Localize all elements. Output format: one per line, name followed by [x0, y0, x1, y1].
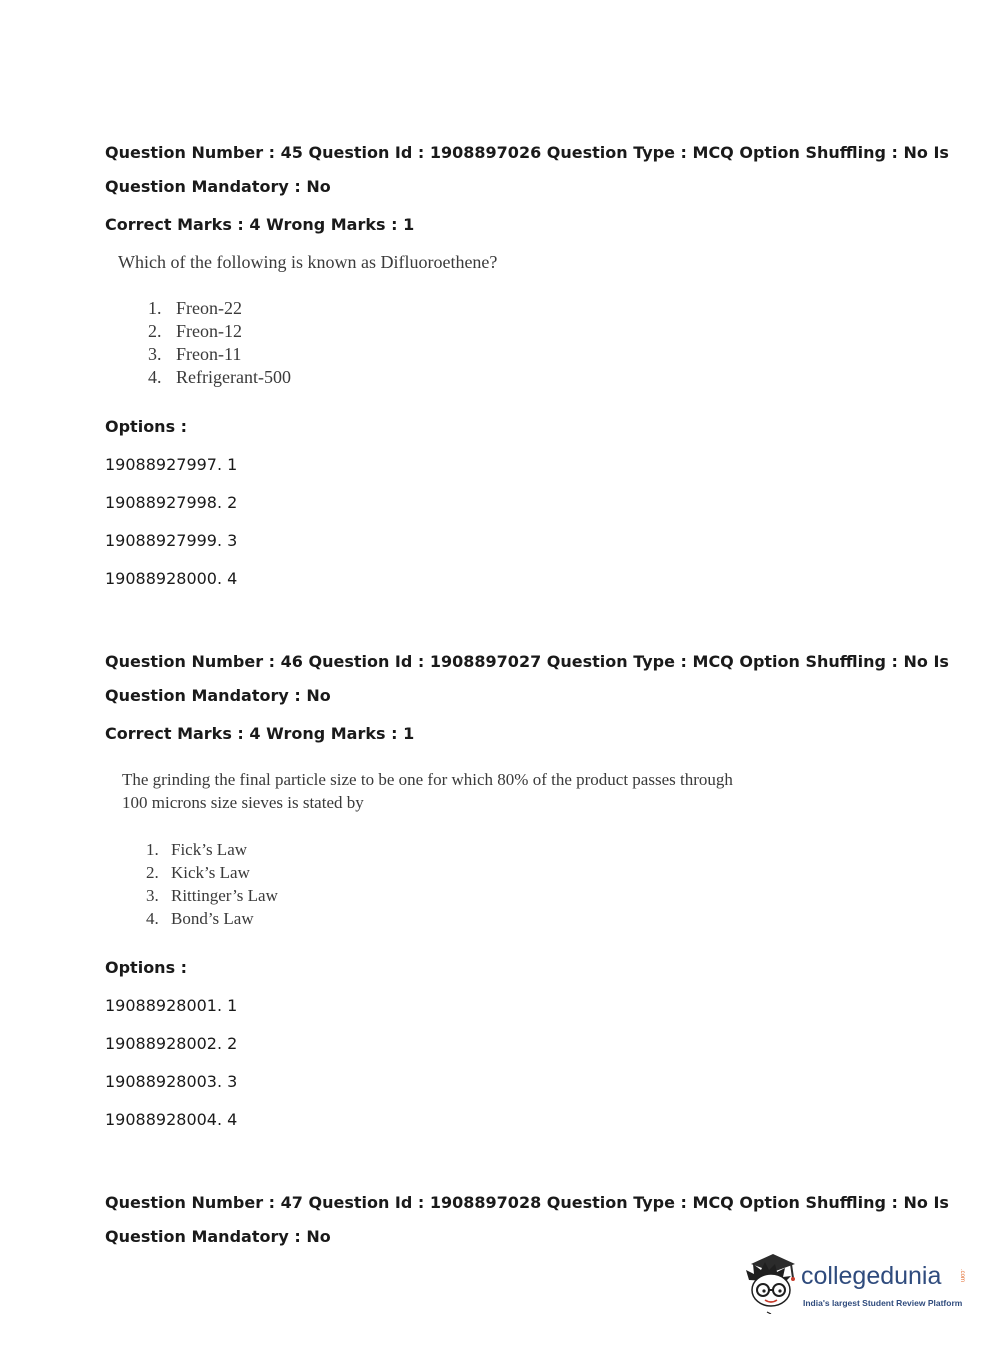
- q45-options-label: Options :: [105, 417, 188, 436]
- q45-choice: 2. Freon-12: [148, 321, 242, 341]
- q46-choice: 2. Kick’s Law: [146, 863, 250, 882]
- q46-stem-line: 100 microns size sieves is stated by: [122, 793, 364, 812]
- q47-header: Question Number : 47 Question Id : 1908897028 Question Type : MCQ Option Shuffling : No Is: [105, 1193, 949, 1212]
- logo-suffix: .com: [959, 1269, 965, 1283]
- q46-choice: 4. Bond’s Law: [146, 909, 254, 928]
- q46-stem-line: The grinding the final particle size to be one for which 80% of the product passes through: [122, 770, 733, 789]
- q45-mandatory: Question Mandatory : No: [105, 177, 331, 196]
- logo-tagline: India's largest Student Review Platform: [803, 1298, 963, 1308]
- q45-option: 19088928000. 4: [105, 569, 238, 588]
- q45-option: 19088927999. 3: [105, 531, 238, 550]
- q45-stem: Which of the following is known as Difluoroethene?: [118, 252, 498, 272]
- q46-option: 19088928001. 1: [105, 996, 238, 1015]
- q46-choice: 1. Fick’s Law: [146, 840, 248, 859]
- q46-header: Question Number : 46 Question Id : 1908897027 Question Type : MCQ Option Shuffling : No Is: [105, 652, 949, 671]
- q46-marks: Correct Marks : 4 Wrong Marks : 1: [105, 724, 415, 743]
- logo-wordmark: collegedunia: [801, 1262, 942, 1290]
- q46-option: 19088928004. 4: [105, 1110, 238, 1129]
- q45-choice-list: [148, 297, 291, 389]
- q45-marks: Correct Marks : 4 Wrong Marks : 1: [105, 215, 415, 234]
- q47-mandatory: Question Mandatory : No: [105, 1227, 331, 1246]
- q45-choice: 4. Refrigerant-500: [148, 367, 291, 387]
- mascot-icon: [741, 1250, 801, 1314]
- q46-option: 19088928003. 3: [105, 1072, 238, 1091]
- q46-option: 19088928002. 2: [105, 1034, 238, 1053]
- q46-options-label: Options :: [105, 958, 188, 977]
- q46-choice: 3. Rittinger’s Law: [146, 886, 278, 905]
- q45-option: 19088927998. 2: [105, 493, 238, 512]
- q46-choice-list: [146, 838, 278, 930]
- q45-option: 19088927997. 1: [105, 455, 238, 474]
- q46-mandatory: Question Mandatory : No: [105, 686, 331, 705]
- q45-choice: 3. Freon-11: [148, 344, 242, 364]
- q45-choice: 1. Freon-22: [148, 298, 242, 318]
- collegedunia-logo: [741, 1250, 971, 1314]
- q45-header: Question Number : 45 Question Id : 1908897026 Question Type : MCQ Option Shuffling : No Is: [105, 143, 949, 162]
